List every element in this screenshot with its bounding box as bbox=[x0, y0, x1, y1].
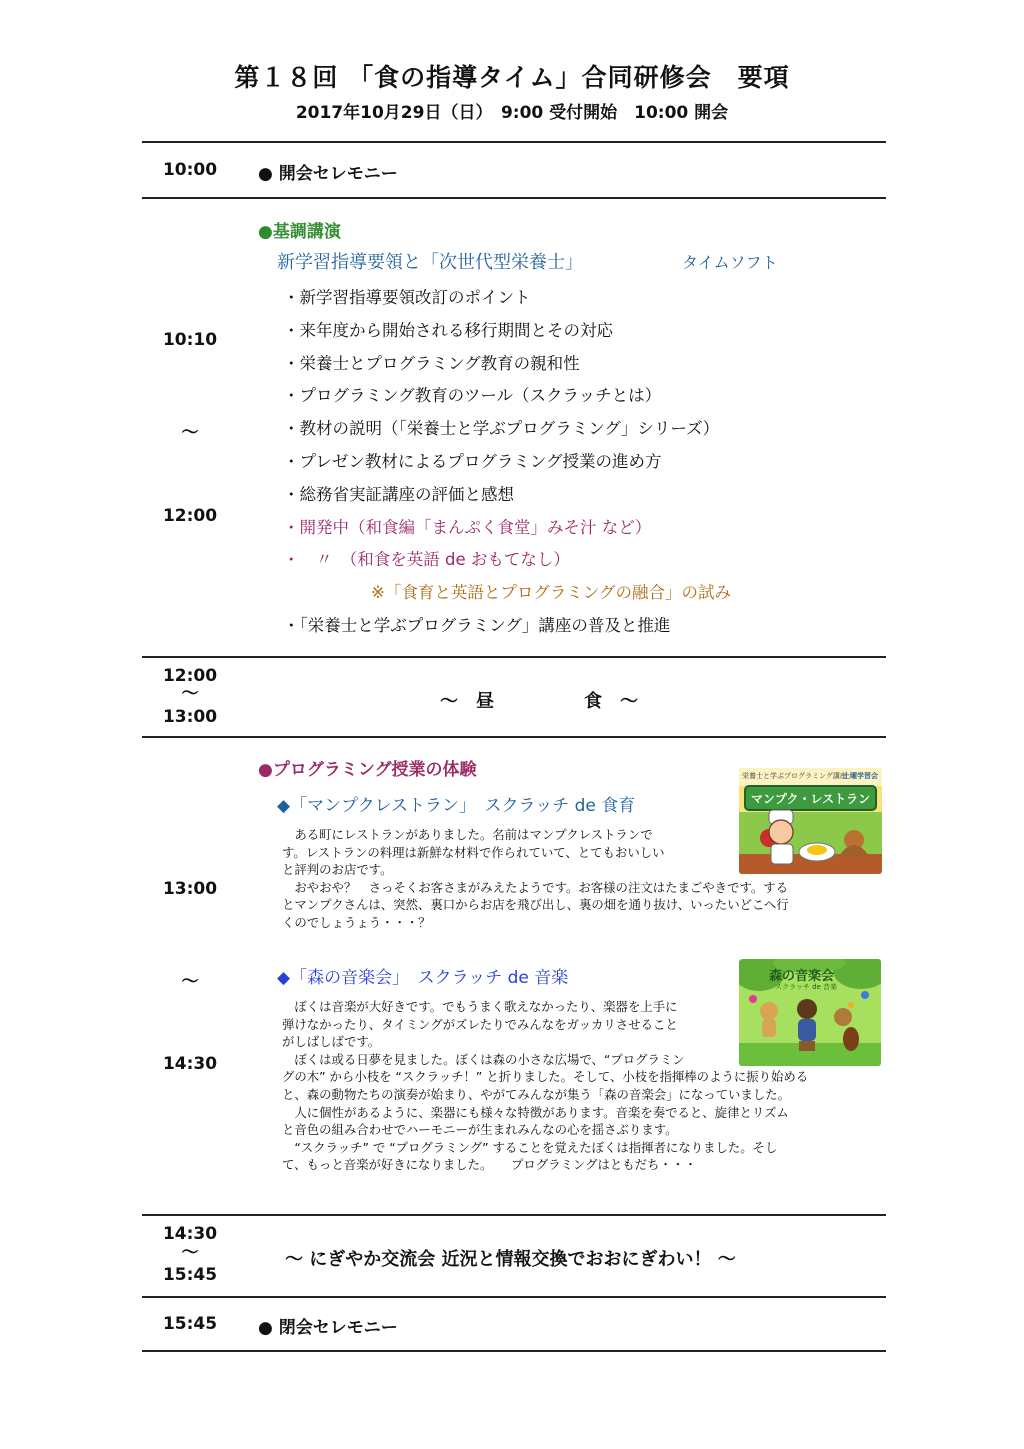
divider bbox=[142, 1214, 886, 1216]
restaurant-illustration-svg bbox=[739, 768, 882, 874]
forest-concert-illustration bbox=[739, 959, 881, 1066]
paragraph-line: 弾けなかったり、タイミングがズレたりでみんなをガッカリさせること bbox=[282, 1016, 678, 1032]
forest-image-title: 森の音楽会 bbox=[769, 969, 835, 984]
time-opening: 10:00 bbox=[162, 160, 218, 180]
keynote-presenter: タイムソフト bbox=[682, 253, 778, 272]
paragraph-line: 人に個性があるように、楽器にも様々な特徴があります。音楽を奏でると、旋律とリズム bbox=[282, 1104, 789, 1120]
story2-text bbox=[282, 998, 808, 1174]
paragraph-line: と音色の組み合わせでハーモニーが生まれみんなの心を揺さぶります。 bbox=[282, 1122, 678, 1138]
restaurant-image-caption: 栄養士と学ぶプログラミング講座 bbox=[742, 772, 847, 780]
restaurant-illustration bbox=[739, 768, 882, 874]
list-item-in-development: ・開発中（和食編「まんぷく食堂」みそ汁 など） bbox=[283, 517, 652, 537]
list-item-in-development: ・ 〃 （和食を英語 de おもてなし） bbox=[283, 550, 570, 570]
list-item: ・新学習指導要領改訂のポイント bbox=[283, 288, 531, 307]
list-item: ・総務省実証講座の評価と感想 bbox=[283, 484, 514, 504]
opening-ceremony: ● 開会セレモニー bbox=[258, 164, 398, 184]
time-social-end: 15:45 bbox=[162, 1265, 218, 1285]
time-lunch-sep: 〜 bbox=[181, 684, 199, 704]
story2-title: ◆「森の音楽会」 スクラッチ de 音楽 bbox=[277, 968, 569, 988]
paragraph-line: がしばしばです。 bbox=[282, 1034, 381, 1050]
paragraph-line: て、もっと音楽が好きになりました。 プログラミングはともだち・・・ bbox=[282, 1157, 697, 1173]
list-item: ・栄養士とプログラミング教育の親和性 bbox=[283, 353, 580, 373]
time-social-start: 14:30 bbox=[162, 1224, 218, 1244]
paragraph-line: くのでしょうょう・・・？ bbox=[282, 914, 431, 930]
time-social-sep: 〜 bbox=[181, 1243, 199, 1263]
time-workshop-start: 13:00 bbox=[162, 879, 218, 899]
time-workshop-end: 14:30 bbox=[162, 1054, 218, 1074]
time-keynote-sep: 〜 bbox=[181, 423, 199, 443]
restaurant-image-badge: 土曜学習会 bbox=[843, 772, 878, 780]
paragraph-line: す。レストランの料理は新鮮な材料で作られていて、とてもおいしい bbox=[282, 844, 665, 860]
story1-title: ◆「マンプクレストラン」 スクラッチ de 食育 bbox=[277, 796, 636, 816]
paragraph-line: ぼくは音楽が大好きです。でもうまく歌えなかったり、楽器を上手に bbox=[282, 999, 678, 1014]
paragraph-line: おやおや？ さっそくお客さまがみえたようです。お客様の注文はたまごやきです。する bbox=[282, 879, 789, 895]
time-lunch-start: 12:00 bbox=[162, 666, 218, 686]
paragraph-line: ある町にレストランがありました。名前はマンプクレストランで bbox=[282, 827, 653, 842]
time-keynote-end: 12:00 bbox=[162, 506, 218, 526]
story1-text bbox=[282, 826, 789, 932]
keynote-heading: ●基調講演 bbox=[258, 222, 341, 242]
workshop-heading: ●プログラミング授業の体験 bbox=[258, 760, 477, 780]
keynote-topic-list bbox=[283, 282, 731, 643]
list-item: ・プログラミング教育のツール（スクラッチとは） bbox=[283, 386, 662, 406]
paragraph-line: グの木” から小枝を “スクラッチ！” と折りました。そして、小枝を指揮棒のように振り始める bbox=[282, 1069, 809, 1085]
keynote-title: 新学習指導要領と「次世代型栄養士」 bbox=[277, 252, 583, 273]
time-keynote-start: 10:10 bbox=[162, 330, 218, 350]
time-closing: 15:45 bbox=[162, 1314, 218, 1334]
list-item: ・来年度から開始される移行期間とその対応 bbox=[283, 320, 613, 340]
divider bbox=[142, 1296, 886, 1298]
paragraph-line: と、森の動物たちの演奏が始まり、やがてみんなが集う「森の音楽会」になっていました。 bbox=[282, 1086, 791, 1102]
time-lunch-end: 13:00 bbox=[162, 707, 218, 727]
divider bbox=[142, 1350, 886, 1352]
event-date: 2017年10月29日（日） 9:00 受付開始 10:00 開会 bbox=[295, 103, 729, 123]
fusion-note: ※「食育と英語とプログラミングの融合」の試み bbox=[371, 583, 731, 603]
lunch-label: 〜 昼 食 〜 bbox=[440, 691, 638, 712]
paragraph-line: と評判のお店です。 bbox=[282, 862, 393, 878]
divider bbox=[142, 736, 886, 738]
list-item: ・教材の説明（「栄養士と学ぶプログラミング」シリーズ） bbox=[283, 419, 720, 439]
list-item: ・「栄養士と学ぶプログラミング」講座の普及と推進 bbox=[283, 615, 671, 635]
page-title: 第１８回 「食の指導タイム」合同研修会 要項 bbox=[234, 63, 790, 92]
divider bbox=[142, 141, 886, 143]
paragraph-line: “スクラッチ” で “プログラミング” することを覚えたぼくは指揮者になりました。そし bbox=[282, 1139, 778, 1155]
closing-ceremony: ● 閉会セレモニー bbox=[258, 1318, 398, 1338]
forest-image-subtitle: スクラッチ de 音楽 bbox=[775, 983, 838, 991]
restaurant-image-title: マンプク・レストラン bbox=[750, 792, 871, 806]
list-item: ・プレゼン教材によるプログラミング授業の進め方 bbox=[283, 451, 662, 471]
paragraph-line: ぼくは或る日夢を見ました。ぼくは森の小さな広場で、“プログラミン bbox=[282, 1051, 685, 1067]
time-workshop-sep: 〜 bbox=[181, 972, 199, 992]
divider bbox=[142, 656, 886, 658]
paragraph-line: とマンプクさんは、突然、裏口からお店を飛び出し、裏の畑を通り抜け、いったいどこへ行 bbox=[282, 897, 789, 913]
divider bbox=[142, 197, 886, 199]
social-gathering-label: 〜 にぎやか交流会 近況と情報交換でおおにぎわい！ 〜 bbox=[285, 1249, 736, 1270]
